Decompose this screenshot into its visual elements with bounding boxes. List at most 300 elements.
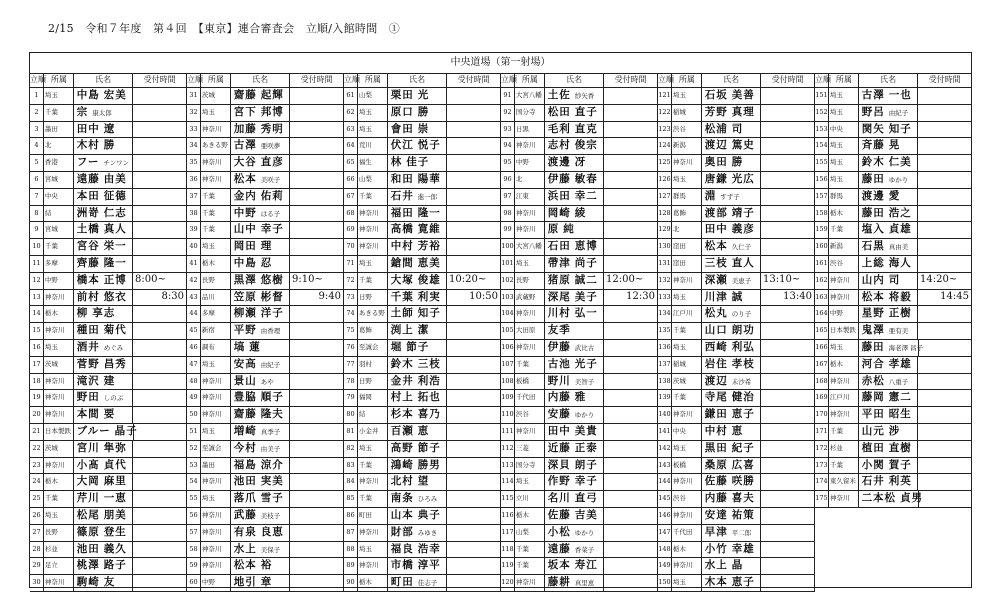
affiliation: 新潟 bbox=[672, 138, 702, 154]
header-affiliation: 所属 bbox=[829, 73, 859, 87]
participant-name: 平野 由香理 bbox=[231, 323, 291, 339]
participant-name: 池田 義久 bbox=[74, 542, 134, 558]
order-number: 96 bbox=[501, 172, 515, 188]
order-number: 125 bbox=[658, 155, 672, 171]
affiliation: 宮城 bbox=[44, 172, 74, 188]
participant-name: 増崎 真季子 bbox=[231, 424, 291, 440]
reception-time-cell bbox=[133, 340, 186, 356]
order-number: 43 bbox=[187, 290, 201, 306]
participant-name: 黒田 紀子 bbox=[702, 441, 762, 457]
reception-time-cell bbox=[604, 105, 657, 121]
participant-name: 大塚 俊雄 bbox=[388, 273, 448, 289]
table-row bbox=[30, 525, 186, 542]
reception-time-cell bbox=[290, 172, 343, 188]
header-affiliation: 所属 bbox=[672, 73, 702, 87]
order-number: 100 bbox=[501, 239, 515, 255]
affiliation: 山梨 bbox=[515, 525, 545, 541]
order-number: 37 bbox=[187, 189, 201, 205]
participant-name: 石黒 真由美 bbox=[859, 239, 919, 255]
table-row bbox=[658, 172, 814, 189]
affiliation: 埼玉 bbox=[358, 542, 388, 558]
table-row bbox=[501, 222, 657, 239]
affiliation: 埼玉 bbox=[201, 424, 231, 440]
order-number: 13 bbox=[30, 290, 44, 306]
header-order: 立順 bbox=[30, 73, 44, 87]
order-number: 1 bbox=[30, 88, 44, 104]
affiliation: 足立 bbox=[44, 558, 74, 574]
participant-name: 中村 芳裕 bbox=[388, 239, 448, 255]
affiliation: 神奈川 bbox=[44, 374, 74, 390]
table-row bbox=[30, 407, 186, 424]
order-number: 59 bbox=[187, 558, 201, 574]
order-number: 152 bbox=[815, 105, 829, 121]
affiliation: 神奈川 bbox=[515, 138, 545, 154]
header-reception-time: 受付時間 bbox=[143, 75, 176, 84]
participant-name: 池田 実美 bbox=[231, 474, 291, 490]
table-row bbox=[501, 575, 657, 592]
affiliation: 埼玉 bbox=[829, 138, 859, 154]
order-number: 171 bbox=[815, 424, 829, 440]
order-number: 136 bbox=[658, 340, 672, 356]
participant-name: 桑原 広喜 bbox=[702, 458, 762, 474]
affiliation: 神奈川 bbox=[358, 206, 388, 222]
participant-name: 田中 遼 bbox=[74, 122, 134, 138]
participant-name: 藤岡 憲二 bbox=[859, 390, 919, 406]
participant-name: 中島 宏美 bbox=[74, 88, 134, 104]
reception-time-cell bbox=[604, 222, 657, 238]
participant-name: 安藤 ゆかり bbox=[545, 407, 605, 423]
reception-time-cell bbox=[919, 491, 971, 507]
table-row bbox=[344, 306, 500, 323]
participant-name: 篠原 登生 bbox=[74, 525, 134, 541]
order-number: 84 bbox=[344, 474, 358, 490]
reception-time-cell bbox=[447, 340, 500, 356]
reception-time-cell bbox=[447, 558, 500, 574]
reception-time-cell bbox=[447, 508, 500, 524]
table-row bbox=[187, 558, 343, 575]
affiliation: 埼玉 bbox=[201, 105, 231, 121]
affiliation: 荒川 bbox=[358, 138, 388, 154]
affiliation: 千葉 bbox=[515, 357, 545, 373]
reception-time-cell bbox=[290, 155, 343, 171]
reception-time-cell bbox=[447, 525, 500, 541]
reception-time-cell bbox=[918, 88, 971, 104]
participant-name: 渕上 潔 bbox=[388, 323, 448, 339]
table-row bbox=[344, 424, 500, 441]
table-row bbox=[815, 374, 971, 391]
reception-time-cell bbox=[133, 189, 186, 205]
reception-time-cell bbox=[290, 374, 343, 390]
participant-name: 本田 征德 bbox=[74, 189, 134, 205]
reception-time-cell bbox=[133, 458, 186, 474]
reception-time-cell bbox=[133, 256, 186, 272]
table-row bbox=[187, 491, 343, 508]
reception-time-cell bbox=[761, 155, 814, 171]
order-number: 141 bbox=[658, 424, 672, 440]
affiliation: 長野 bbox=[515, 273, 545, 289]
table-row bbox=[658, 256, 814, 273]
participant-name: 種田 菊代 bbox=[74, 323, 134, 339]
table-row bbox=[344, 407, 500, 424]
order-number: 149 bbox=[658, 558, 672, 574]
reception-time-cell bbox=[604, 374, 657, 390]
reception-time-cell bbox=[604, 458, 657, 474]
order-number: 61 bbox=[344, 88, 358, 104]
reception-time-cell bbox=[133, 558, 186, 574]
reception-time-cell bbox=[761, 239, 814, 255]
affiliation: 葛飾 bbox=[672, 206, 702, 222]
table-row bbox=[344, 323, 500, 340]
participant-name: 南条 ひろみ bbox=[388, 491, 448, 507]
affiliation: 神奈川 bbox=[515, 340, 545, 356]
order-number: 104 bbox=[501, 306, 515, 322]
table-row bbox=[30, 88, 186, 105]
affiliation: 神奈川 bbox=[201, 558, 231, 574]
reception-time-cell bbox=[761, 189, 814, 205]
order-number: 9 bbox=[30, 222, 44, 238]
table-row bbox=[187, 138, 343, 155]
participant-name: 柳 享志 bbox=[74, 306, 134, 322]
order-number: 167 bbox=[815, 357, 829, 373]
participant-name: ブルー 晶子 bbox=[74, 424, 134, 440]
table-row bbox=[658, 138, 814, 155]
order-number: 137 bbox=[658, 357, 672, 373]
reception-time-cell bbox=[761, 105, 814, 121]
reception-time-cell bbox=[290, 407, 343, 423]
order-number: 127 bbox=[658, 189, 672, 205]
column-header-row bbox=[815, 73, 971, 88]
affiliation: 神奈川 bbox=[829, 273, 859, 289]
participant-name: 金井 利浩 bbox=[388, 374, 448, 390]
order-number: 103 bbox=[501, 290, 515, 306]
participant-name: 浜田 幸二 bbox=[545, 189, 605, 205]
reception-time-cell bbox=[918, 390, 971, 406]
affiliation: 香港 bbox=[44, 155, 74, 171]
affiliation: 千代田 bbox=[515, 390, 545, 406]
participant-name: 宮川 隼弥 bbox=[74, 441, 134, 457]
order-number: 106 bbox=[501, 340, 515, 356]
reception-time-cell bbox=[761, 222, 814, 238]
participant-name: 遠藤 由美 bbox=[74, 172, 134, 188]
reception-time-cell bbox=[447, 105, 500, 121]
affiliation: 小金井 bbox=[358, 424, 388, 440]
reception-time-cell bbox=[290, 323, 343, 339]
reception-time-cell bbox=[447, 390, 500, 406]
participant-name: 塙 蓮 bbox=[231, 340, 291, 356]
reception-time-cell bbox=[133, 441, 186, 457]
reception-time-cell bbox=[604, 407, 657, 423]
reception-time-cell bbox=[761, 542, 814, 558]
participant-name: 渡邊 愛 bbox=[859, 189, 919, 205]
table-row bbox=[30, 390, 186, 407]
order-number: 109 bbox=[501, 390, 515, 406]
affiliation: 結 bbox=[44, 206, 74, 222]
affiliation: 渋谷 bbox=[829, 256, 859, 272]
participant-name: 伊藤 武比古 bbox=[545, 340, 605, 356]
table-row bbox=[344, 222, 500, 239]
affiliation: 神奈川 bbox=[672, 474, 702, 490]
column-header-row bbox=[30, 73, 186, 88]
reception-time-cell bbox=[604, 306, 657, 322]
table-row bbox=[187, 122, 343, 139]
order-number: 133 bbox=[658, 290, 672, 306]
order-number: 175 bbox=[815, 491, 829, 507]
roster-column bbox=[658, 73, 815, 592]
header-affiliation: 所属 bbox=[515, 73, 545, 87]
participant-name: 小髙 貞代 bbox=[74, 458, 134, 474]
table-row bbox=[30, 222, 186, 239]
table-row bbox=[658, 458, 814, 475]
affiliation: 栃木 bbox=[358, 575, 388, 591]
participant-name: 二本松 貞男 bbox=[859, 491, 919, 507]
order-number: 157 bbox=[815, 189, 829, 205]
table-row bbox=[501, 340, 657, 357]
participant-name: 土佐 紗矢香 bbox=[545, 88, 605, 104]
reception-time-cell bbox=[918, 206, 971, 222]
order-number: 99 bbox=[501, 222, 515, 238]
time-start-label: 13:10~ bbox=[763, 273, 801, 285]
affiliation: 中野 bbox=[829, 306, 859, 322]
participant-name: 西崎 利弘 bbox=[702, 340, 762, 356]
reception-time-cell bbox=[604, 256, 657, 272]
table-row bbox=[501, 256, 657, 273]
affiliation: 栃木 bbox=[515, 508, 545, 524]
participant-name: 山中 幸子 bbox=[231, 222, 291, 238]
table-row bbox=[815, 458, 971, 475]
participant-name: 赤松 八重子 bbox=[859, 374, 919, 390]
table-row bbox=[344, 172, 500, 189]
reception-time-cell bbox=[604, 239, 657, 255]
participant-name: 福田 隆一 bbox=[388, 206, 448, 222]
reception-time-cell bbox=[290, 88, 343, 104]
reception-time-cell bbox=[447, 575, 500, 591]
table-row bbox=[187, 222, 343, 239]
order-number: 87 bbox=[344, 525, 358, 541]
order-number: 48 bbox=[187, 374, 201, 390]
participant-name: 石田 恵博 bbox=[545, 239, 605, 255]
order-number: 32 bbox=[187, 105, 201, 121]
affiliation: 茨城 bbox=[44, 441, 74, 457]
participant-name: 市橋 淳平 bbox=[388, 558, 448, 574]
participant-name: 山元 涉 bbox=[859, 424, 919, 440]
participant-name: 景山 あや bbox=[231, 374, 291, 390]
order-number: 112 bbox=[501, 441, 515, 457]
reception-time-cell bbox=[761, 206, 814, 222]
affiliation: 神奈川 bbox=[358, 558, 388, 574]
order-number: 31 bbox=[187, 88, 201, 104]
table-row bbox=[501, 374, 657, 391]
participant-name: 上総 海人 bbox=[859, 256, 919, 272]
order-number: 154 bbox=[815, 138, 829, 154]
order-number: 10 bbox=[30, 239, 44, 255]
reception-time-cell bbox=[918, 407, 971, 423]
reception-time-cell bbox=[290, 558, 343, 574]
header-reception-time: 受付時間 bbox=[614, 75, 647, 84]
reception-time-cell bbox=[918, 474, 971, 490]
reception-time-cell bbox=[761, 390, 814, 406]
order-number: 41 bbox=[187, 256, 201, 272]
order-number: 166 bbox=[815, 340, 829, 356]
participant-name: 町田 佳志子 bbox=[388, 575, 448, 591]
table-row bbox=[187, 323, 343, 340]
order-number: 163 bbox=[815, 290, 829, 306]
reception-time-cell bbox=[604, 357, 657, 373]
table-row bbox=[815, 306, 971, 323]
table-row bbox=[501, 542, 657, 559]
order-number: 88 bbox=[344, 542, 358, 558]
reception-time-cell bbox=[133, 222, 186, 238]
table-row bbox=[187, 155, 343, 172]
table-row bbox=[30, 491, 186, 508]
order-number: 55 bbox=[187, 491, 201, 507]
affiliation: 日本製鉄 bbox=[44, 424, 74, 440]
affiliation: 神奈川 bbox=[358, 222, 388, 238]
participant-name: 豊脇 順子 bbox=[231, 390, 291, 406]
affiliation: 調布 bbox=[201, 340, 231, 356]
order-number: 34 bbox=[187, 138, 201, 154]
reception-time-cell bbox=[447, 206, 500, 222]
header-name: 氏名 bbox=[388, 73, 448, 87]
venue-title: 中央道場（第一射場） bbox=[30, 53, 971, 74]
order-number: 47 bbox=[187, 357, 201, 373]
table-row bbox=[658, 390, 814, 407]
reception-time-cell bbox=[447, 424, 500, 440]
order-number: 81 bbox=[344, 424, 358, 440]
time-start-label: 14:20~ bbox=[920, 273, 958, 285]
participant-name: 佐藤 咲勝 bbox=[702, 474, 762, 490]
order-number: 121 bbox=[658, 88, 672, 104]
table-row bbox=[30, 558, 186, 575]
table-row bbox=[815, 441, 971, 458]
reception-time-cell bbox=[604, 542, 657, 558]
reception-time-cell bbox=[918, 306, 971, 322]
participant-name: 安達 祐策 bbox=[702, 508, 762, 524]
table-row bbox=[815, 390, 971, 407]
reception-time-cell bbox=[918, 222, 971, 238]
order-number: 129 bbox=[658, 222, 672, 238]
participant-name: 會田 崇 bbox=[388, 122, 448, 138]
participant-name: 田中 義彦 bbox=[702, 222, 762, 238]
reception-time-cell bbox=[604, 189, 657, 205]
participant-name: 伏江 悦子 bbox=[388, 138, 448, 154]
participant-name: 中野 はる子 bbox=[231, 206, 291, 222]
participant-name: 武藤 美枝子 bbox=[231, 508, 291, 524]
column-header-row bbox=[658, 73, 814, 88]
table-row bbox=[815, 491, 971, 508]
participant-name: 福良 浩幸 bbox=[388, 542, 448, 558]
order-number: 116 bbox=[501, 508, 515, 524]
participant-name: 土橋 真人 bbox=[74, 222, 134, 238]
table-row bbox=[30, 155, 186, 172]
order-number: 143 bbox=[658, 458, 672, 474]
table-row bbox=[30, 256, 186, 273]
affiliation: 神奈川 bbox=[201, 374, 231, 390]
reception-time-cell bbox=[604, 525, 657, 541]
participant-name: 原 純 bbox=[545, 222, 605, 238]
table-row bbox=[187, 525, 343, 542]
affiliation: 至誠会 bbox=[358, 340, 388, 356]
reception-time-cell bbox=[604, 575, 657, 591]
reception-time-cell bbox=[604, 474, 657, 490]
table-row bbox=[30, 474, 186, 491]
time-end-label: 12:30 bbox=[626, 290, 655, 302]
affiliation: 埼玉 bbox=[672, 88, 702, 104]
order-number: 49 bbox=[187, 390, 201, 406]
participant-name: 柳瀬 洋子 bbox=[231, 306, 291, 322]
affiliation: 品川 bbox=[201, 290, 231, 306]
affiliation: 大宮八幡 bbox=[515, 239, 545, 255]
affiliation: 埼玉 bbox=[829, 105, 859, 121]
affiliation: 神奈川 bbox=[515, 424, 545, 440]
affiliation: 長野 bbox=[44, 525, 74, 541]
table-row bbox=[187, 474, 343, 491]
participant-name: 鎗間 恵美 bbox=[388, 256, 448, 272]
order-number: 145 bbox=[658, 491, 672, 507]
table-row bbox=[501, 105, 657, 122]
reception-time-cell bbox=[761, 306, 814, 322]
affiliation: 埼玉 bbox=[358, 256, 388, 272]
table-row bbox=[344, 491, 500, 508]
affiliation: 埼玉 bbox=[201, 491, 231, 507]
reception-time-cell bbox=[604, 424, 657, 440]
affiliation: 福生 bbox=[358, 155, 388, 171]
order-number: 80 bbox=[344, 407, 358, 423]
participant-name: 山口 朗功 bbox=[702, 323, 762, 339]
reception-time-cell bbox=[918, 424, 971, 440]
table-row bbox=[187, 206, 343, 223]
participant-name: 近藤 正泰 bbox=[545, 441, 605, 457]
table-row bbox=[187, 458, 343, 475]
table-row bbox=[815, 424, 971, 441]
order-number: 148 bbox=[658, 542, 672, 558]
participant-name: 堀 節子 bbox=[388, 340, 448, 356]
participant-name: 内藤 喜夫 bbox=[702, 491, 762, 507]
participant-name: 藤田 浩之 bbox=[859, 206, 919, 222]
affiliation: 千葉 bbox=[44, 105, 74, 121]
table-row bbox=[815, 155, 971, 172]
order-number: 69 bbox=[344, 222, 358, 238]
affiliation: 埼玉 bbox=[44, 508, 74, 524]
order-number: 53 bbox=[187, 458, 201, 474]
participant-name: 松本 美咲子 bbox=[231, 172, 291, 188]
participant-name: 宮谷 栄一 bbox=[74, 239, 134, 255]
affiliation: 大田原 bbox=[515, 323, 545, 339]
table-row bbox=[187, 88, 343, 105]
participant-name: 古澤 亜咲夢 bbox=[231, 138, 291, 154]
reception-time-cell bbox=[447, 256, 500, 272]
table-row bbox=[344, 390, 500, 407]
participant-name: 木村 勝 bbox=[74, 138, 134, 154]
table-row bbox=[501, 306, 657, 323]
reception-time-cell bbox=[290, 189, 343, 205]
reception-time-cell bbox=[604, 122, 657, 138]
order-number: 63 bbox=[344, 122, 358, 138]
participant-name: 林 佳子 bbox=[388, 155, 448, 171]
page-title: 2/15 令和７年度 第４回 【東京】連合審査会 立順/入館時間 ① bbox=[48, 22, 401, 35]
table-row bbox=[815, 138, 971, 155]
participant-name: 深貝 朗子 bbox=[545, 458, 605, 474]
order-number: 102 bbox=[501, 273, 515, 289]
table-row bbox=[658, 88, 814, 105]
order-number: 94 bbox=[501, 138, 515, 154]
participant-name: 高橋 寛維 bbox=[388, 222, 448, 238]
affiliation: 神奈川 bbox=[44, 407, 74, 423]
affiliation: 多摩 bbox=[201, 306, 231, 322]
order-number: 78 bbox=[344, 374, 358, 390]
affiliation: 千葉 bbox=[44, 491, 74, 507]
affiliation: 埼玉 bbox=[44, 340, 74, 356]
reception-time-cell bbox=[761, 575, 814, 591]
